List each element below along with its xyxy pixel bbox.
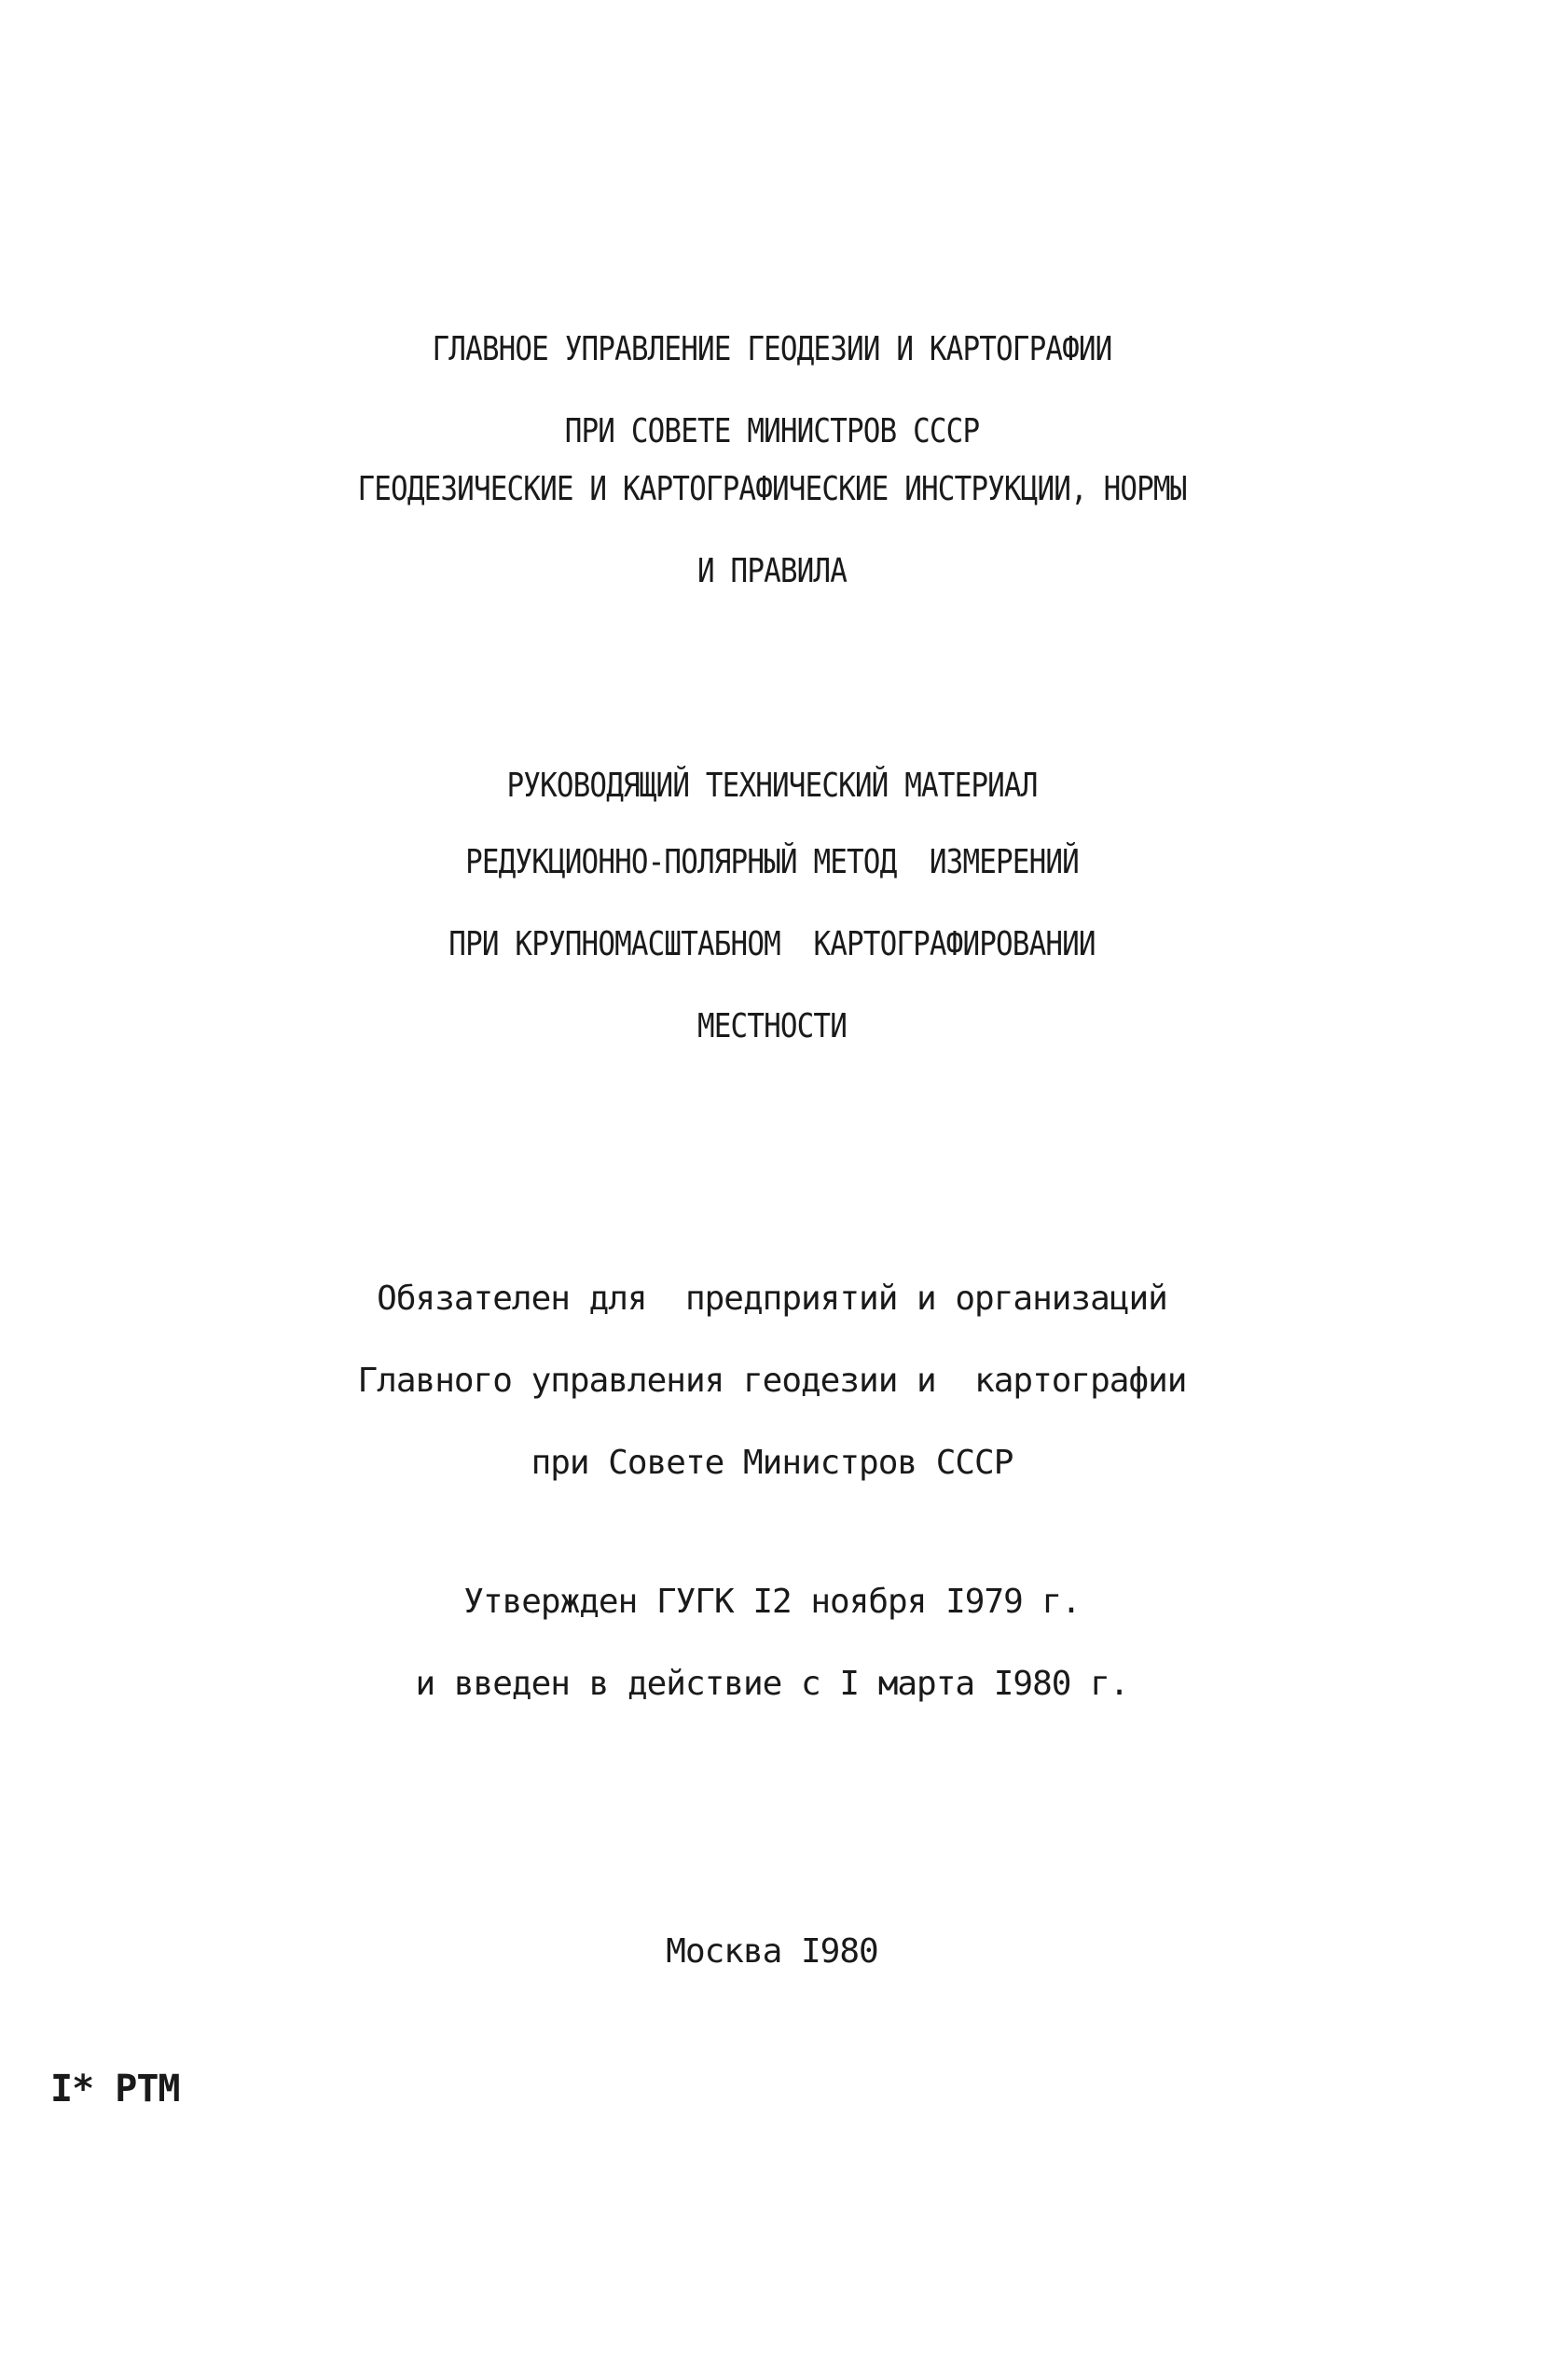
mandatory-line-2: Главного управления геодезии и картографии [357,1362,1187,1400]
series-heading [0,431,1544,630]
series-line-2: И ПРАВИЛА [696,552,848,590]
footer-mark: I* РТМ [50,2068,180,2110]
mandatory-notice [0,1240,1544,1522]
title-line-1: РЕДУКЦИОННО-ПОЛЯРНЫЙ МЕТОД ИЗМЕРЕНИЙ [465,843,1079,881]
document-title [0,804,1544,1086]
mandatory-line-3: при Совете Министров СССР [531,1444,1013,1482]
mandatory-line-1: Обязателен для предприятий и организаций [377,1280,1167,1318]
title-line-3: МЕСТНОСТИ [696,1007,848,1045]
city-year: Москва I980 [666,1932,878,1971]
approval-line-2: и введен в действие с I марта I980 г. [415,1665,1129,1703]
approval-line-1: Утвержден ГУГК I2 ноября I979 г. [463,1583,1081,1621]
title-line-2: ПРИ КРУПНОМАСШТАБНОМ КАРТОГРАФИРОВАНИИ [448,925,1096,963]
approval-notice [0,1543,1544,1743]
imprint [0,1893,1544,2011]
series-line-1: ГЕОДЕЗИЧЕСКИЕ И КАРТОГРАФИЧЕСКИЕ ИНСТРУКЦИИ, НОРМЫ [357,470,1187,508]
organization-line-2: ПРИ СОВЕТЕ МИНИСТРОВ СССР [564,412,980,450]
document-type-label: РУКОВОДЯЩИЙ ТЕХНИЧЕСКИЙ МАТЕРИАЛ [506,767,1038,805]
organization-line-1: ГЛАВНОЕ УПРАВЛЕНИЕ ГЕОДЕЗИИ И КАРТОГРАФИИ [432,330,1112,368]
